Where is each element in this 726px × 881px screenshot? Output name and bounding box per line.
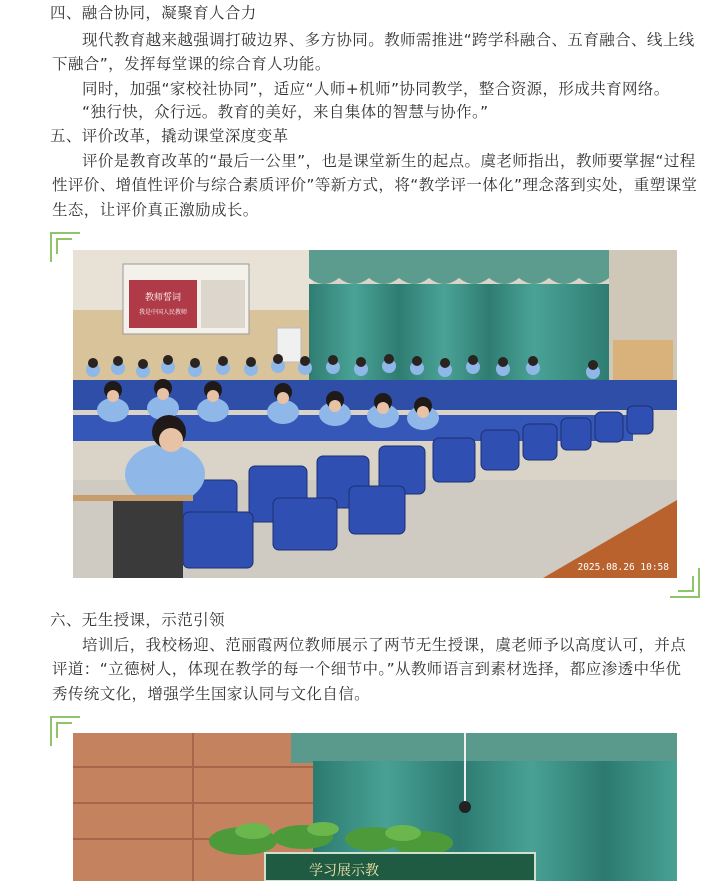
stage-photo (73, 733, 677, 881)
section5-paragraph-line2: 性评价、增值性评价与综合素质评价”等新方式，将“教学评一体化”理念落到实处，重塑课堂 (52, 176, 698, 194)
stage-photo-image (73, 733, 677, 881)
section6-heading: 六、无生授课，示范引领 (50, 611, 225, 629)
section4-paragraph1-line2: 下融合”，发挥每堂课的综合育人功能。 (52, 55, 331, 73)
section4-paragraph2: 同时，加强“家校社协同”，适应“人师+机师”协同教学，整合资源，形成共育网络。 (82, 80, 670, 98)
section4-heading: 四、融合协同，凝聚育人合力 (50, 4, 257, 22)
photo-timestamp: 2025.08.26 10:58 (577, 562, 669, 573)
board-text: 学习展示教 (309, 863, 379, 879)
poster-title: 教师誓词 (144, 293, 182, 303)
section6-paragraph-line3: 秀传统文化，增强学生国家认同与文化自信。 (52, 685, 371, 703)
classroom-photo (73, 250, 677, 578)
section4-quote: “独行快，众行远。教育的美好，来自集体的智慧与协作。” (82, 103, 489, 121)
section6-paragraph-line1: 培训后，我校杨迎、范丽霞两位教师展示了两节无生授课，虞老师予以高度认可，并点 (82, 636, 687, 654)
classroom-photo-image (73, 250, 677, 578)
section6-paragraph-line2: 评道：“立德树人，体现在教学的每一个细节中。”从教师语言到素材选择，都应渗透中华优 (52, 660, 682, 678)
section4-paragraph1-line1: 现代教育越来越强调打破边界、多方协同。教师需推进“跨学科融合、五育融合、线上线 (82, 31, 695, 49)
section5-paragraph-line1: 评价是教育改革的“最后一公里”，也是课堂新生的起点。虞老师指出，教师要掌握“过程 (82, 152, 696, 170)
poster-subtitle: 我是中国人民教师 (138, 309, 188, 316)
section5-heading: 五、评价改革，撬动课堂深度变革 (50, 127, 289, 145)
section5-paragraph-line3: 生态，让评价真正激励成长。 (52, 201, 259, 219)
